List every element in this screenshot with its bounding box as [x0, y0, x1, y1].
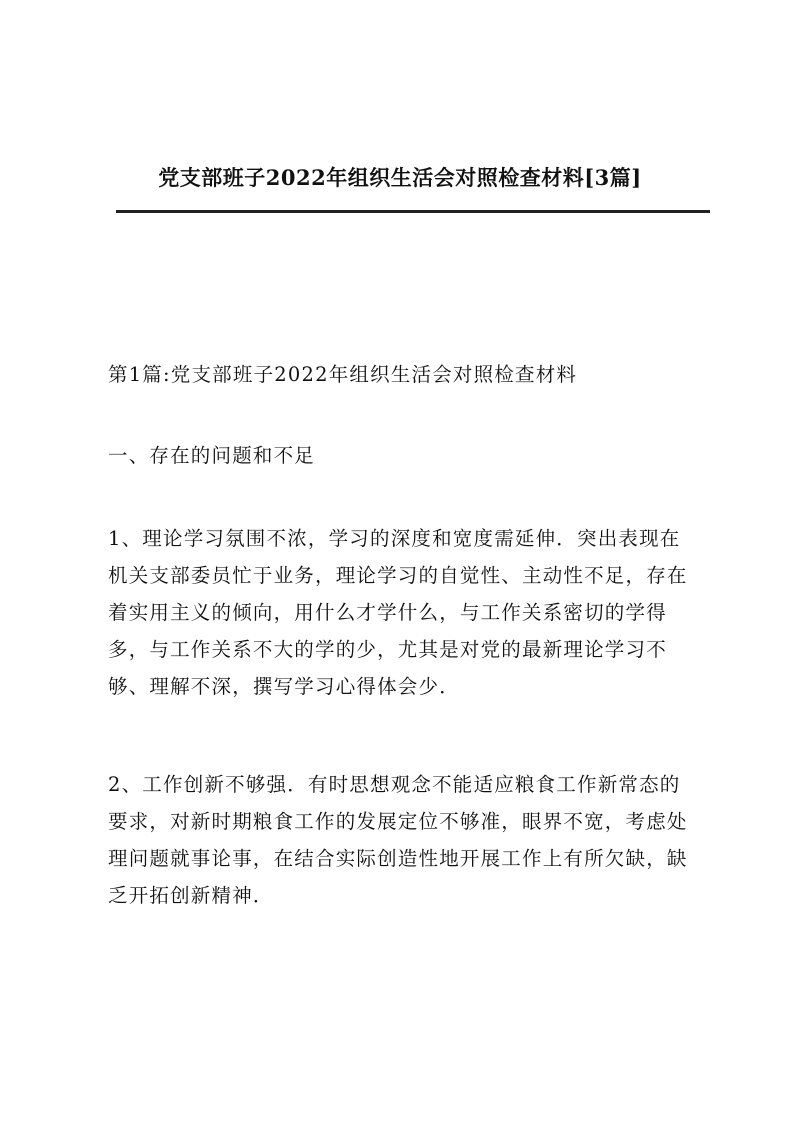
document-title: 党支部班子2022年组织生活会对照检查材料[3篇] [158, 165, 642, 190]
paragraph-line: 要求，对新时期粮食工作的发展定位不够准，眼界不宽，考虑处 [108, 810, 688, 833]
paragraph-line: 2、工作创新不够强．有时思想观念不能适应粮食工作新常态的 [108, 773, 681, 796]
chapter-heading: 第1篇:党支部班子2022年组织生活会对照检查材料 [108, 363, 578, 386]
paragraph-line: 1、理论学习氛围不浓，学习的深度和宽度需延伸．突出表现在 [108, 527, 681, 550]
paragraph-line: 机关支部委员忙于业务，理论学习的自觉性、主动性不足，存在 [108, 564, 688, 587]
paragraph-line: 多，与工作关系不大的学的少，尤其是对党的最新理论学习不 [108, 638, 667, 661]
paragraph-line: 理问题就事论事，在结合实际创造性地开展工作上有所欠缺，缺 [108, 847, 688, 870]
paragraph-line: 着实用主义的倾向，用什么才学什么，与工作关系密切的学得 [108, 601, 667, 624]
paragraph-line: 乏开拓创新精神． [108, 884, 274, 907]
paragraph-2 [108, 766, 718, 914]
title-underline [116, 210, 710, 213]
paragraph-1 [108, 520, 718, 705]
paragraph-line: 够、理解不深，撰写学习心得体会少． [108, 675, 460, 698]
section-heading: 一、存在的问题和不足 [108, 444, 316, 467]
